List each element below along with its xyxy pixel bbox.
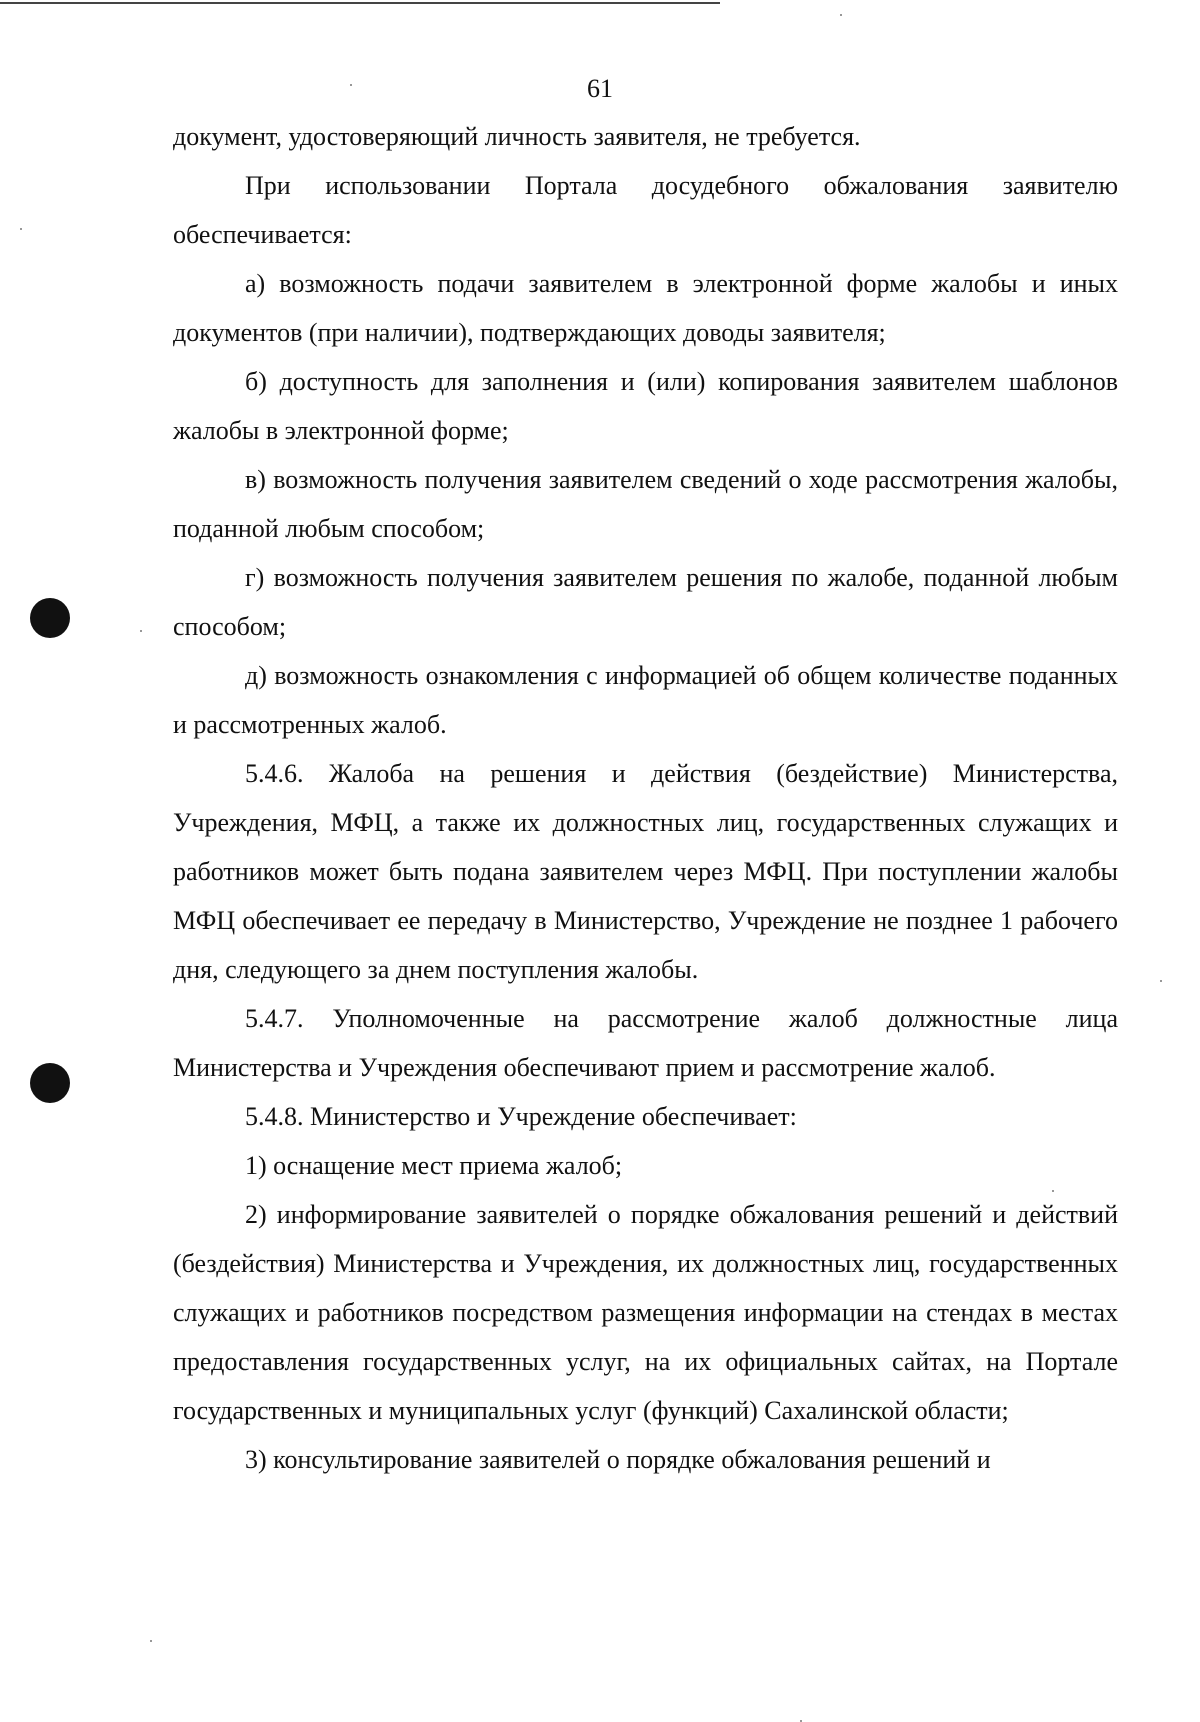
punch-hole-lower bbox=[30, 1063, 70, 1103]
scan-speck bbox=[1160, 980, 1162, 982]
document-body bbox=[173, 112, 1118, 1484]
scan-top-edge bbox=[0, 2, 720, 4]
paragraph-item-g: г) возможность получения заявителем решения по жалобе, поданной любым способом; bbox=[173, 563, 1118, 641]
scan-speck bbox=[350, 84, 352, 86]
paragraph-identity-document: документ, удостоверяющий личность заявителя, не требуется. bbox=[173, 122, 861, 151]
paragraph-item-v: в) возможность получения заявителем сведений о ходе рассмотрения жалобы, поданной любым способом; bbox=[173, 465, 1118, 543]
paragraph-portal-usage: При использовании Портала досудебного обжалования заявителю обеспечивается: bbox=[173, 171, 1118, 249]
paragraph-item-1: 1) оснащение мест приема жалоб; bbox=[245, 1151, 623, 1180]
punch-hole-upper bbox=[30, 598, 70, 638]
scan-speck bbox=[140, 630, 142, 632]
paragraph-item-3: 3) консультирование заявителей о порядке обжалования решений и bbox=[245, 1445, 991, 1474]
paragraph-5-4-8: 5.4.8. Министерство и Учреждение обеспечивает: bbox=[245, 1102, 797, 1131]
paragraph-5-4-6: 5.4.6. Жалоба на решения и действия (бездействие) Министерства, Учреждения, МФЦ, а также их должностных лиц, государственных служащих и работников может быть подана заявителем через МФЦ. При поступлении жалобы МФЦ обеспечивает ее передачу в Министерство, Учреждение не позднее 1 рабочего дня, следующего за днем поступления жалобы. bbox=[173, 759, 1118, 984]
scan-speck bbox=[150, 1640, 152, 1642]
scan-speck bbox=[20, 228, 22, 230]
page-number: 61 bbox=[587, 74, 613, 103]
scan-speck bbox=[840, 14, 842, 16]
paragraph-item-2: 2) информирование заявителей о порядке обжалования решений и действий (бездействия) Министерства и Учреждения, их должностных лиц, государственных служащих и работников посредством размещения информации на стендах в местах предоставления государственных услуг, на их официальных сайтах, на Портале государственных и муниципальных услуг (функций) Сахалинской области; bbox=[173, 1200, 1118, 1425]
paragraph-item-a: а) возможность подачи заявителем в электронной форме жалобы и иных документов (при наличии), подтверждающих доводы заявителя; bbox=[173, 269, 1118, 347]
paragraph-item-d: д) возможность ознакомления с информацией об общем количестве поданных и рассмотренных жалоб. bbox=[173, 661, 1118, 739]
paragraph-item-b: б) доступность для заполнения и (или) копирования заявителем шаблонов жалобы в электронной форме; bbox=[173, 367, 1118, 445]
paragraph-5-4-7: 5.4.7. Уполномоченные на рассмотрение жалоб должностные лица Министерства и Учреждения обеспечивают прием и рассмотрение жалоб. bbox=[173, 1004, 1118, 1082]
